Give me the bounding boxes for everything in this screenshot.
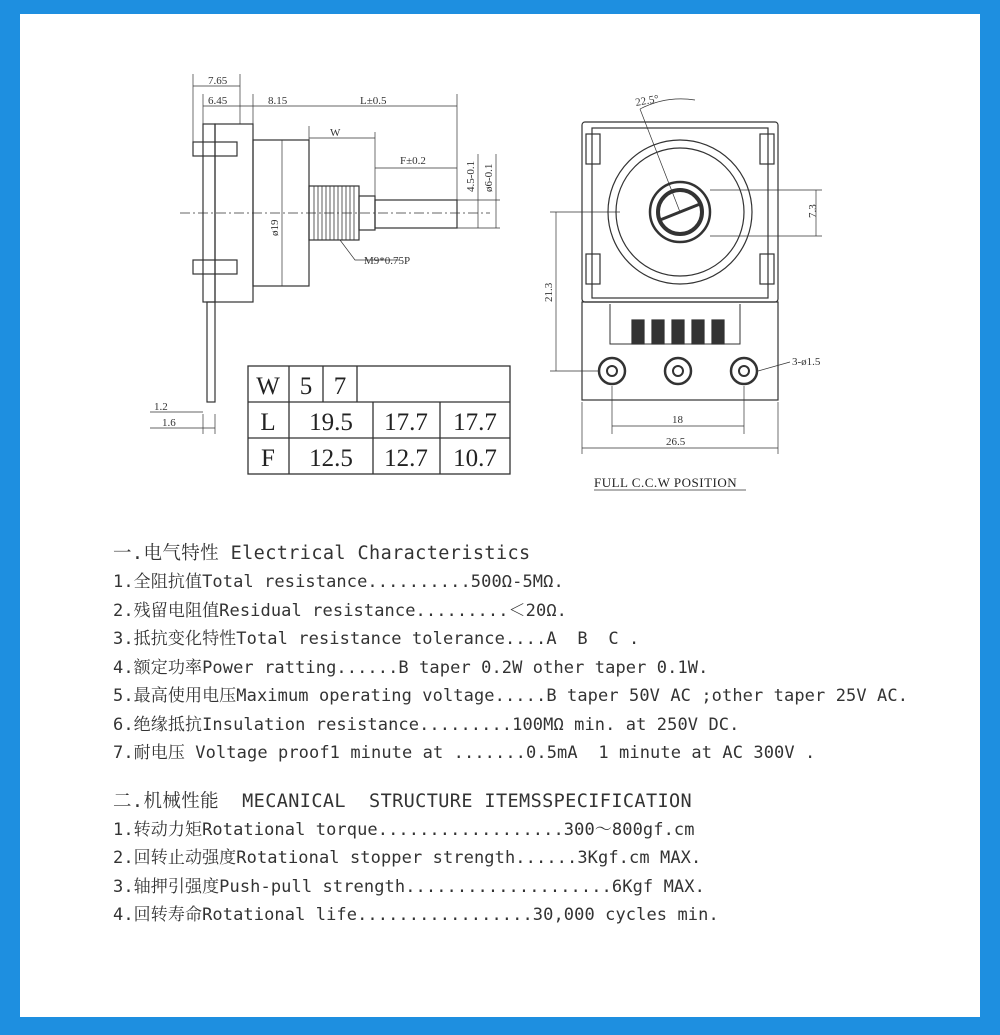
mechanical-item: 3.轴押引强度Push-pull strength....................6Kgf MAX.: [113, 876, 705, 897]
wlf-cell-1-1: 19.5: [309, 409, 353, 436]
dim-12: 1.2: [154, 401, 168, 413]
wlf-cell-0-0: W: [256, 373, 280, 400]
dim-thread: M9*0.75P: [364, 255, 411, 267]
dim-16: 1.6: [162, 417, 176, 429]
wlf-cell-1-0: L: [260, 409, 276, 436]
spec-sheet: [20, 14, 980, 1017]
side-view: [150, 74, 500, 434]
dim-213: 21.3: [543, 282, 555, 302]
electrical-item: 1.全阻抗值Total resistance..........500Ω-5MΩ.: [113, 572, 564, 592]
electrical-item: 7.耐电压 Voltage proof1 minute at .......0.5mA 1 minute at AC 300V .: [113, 743, 816, 763]
dim-73: 7.3: [807, 204, 819, 218]
front-view: [550, 99, 822, 490]
dim-F: F±0.2: [400, 155, 426, 167]
mechanical-item: 2.回转止动强度Rotational stopper strength......3Kgf.cm MAX.: [113, 848, 702, 868]
electrical-item: 6.绝缘抵抗Insulation resistance.........100MΩ min. at 250V DC.: [113, 714, 740, 735]
mechanical-item: 1.转动力矩Rotational torque..................300～800gf.cm: [113, 819, 695, 840]
wlf-cell-2-1: 12.5: [309, 445, 353, 472]
mechanical-item: 4.回转寿命Rotational life.................30,000 cycles min.: [113, 905, 719, 925]
wlf-cell-0-2: 7: [333, 373, 347, 400]
dim-angle: 22.5°: [634, 93, 660, 109]
terminal-holes: [599, 358, 757, 384]
front-view-caption: FULL C.C.W POSITION: [594, 475, 738, 490]
electrical-item: 2.残留电阻值Residual resistance.........＜20Ω.: [113, 600, 567, 621]
electrical-item: 4.额定功率Power ratting......B taper 0.2W other taper 0.1W.: [113, 657, 709, 678]
electrical-section: [113, 540, 908, 768]
dim-265: 26.5: [666, 436, 686, 448]
specifications: [113, 540, 908, 930]
wlf-cell-0-1: 5: [299, 373, 313, 400]
terminal-contacts: [632, 320, 724, 344]
corner-tab-br: [760, 254, 774, 284]
wlf-cell-1-2: 17.7: [384, 409, 428, 436]
dim-holes: 3-ø1.5: [792, 356, 821, 368]
dim-765: 7.65: [208, 75, 228, 87]
corner-tab-tl: [586, 134, 600, 164]
dim-dia19: ø19: [269, 219, 281, 236]
wlf-cell-2-3: 10.7: [453, 445, 497, 472]
technical-drawing: [20, 14, 980, 514]
mechanical-heading: 二.机械性能 MECANICAL STRUCTURE ITEMSSPECIFICATION: [113, 790, 693, 812]
electrical-heading: 一.电气特性 Electrical Characteristics: [113, 543, 531, 564]
shaft: [375, 200, 457, 228]
corner-tab-tr: [760, 134, 774, 164]
wlf-cell-2-2: 12.7: [384, 445, 428, 472]
dim-45: 4.5-0.1: [465, 160, 477, 192]
dim-815: 8.15: [268, 95, 288, 107]
dim-645: 6.45: [208, 95, 228, 107]
terminal-pin: [207, 302, 215, 402]
wlf-cell-2-0: F: [261, 445, 275, 472]
dim-18: 18: [672, 414, 683, 426]
terminal-base: [582, 302, 778, 400]
mechanical-section: [113, 788, 908, 930]
wlf-cell-1-3: 17.7: [453, 409, 497, 436]
electrical-item: 5.最高使用电压Maximum operating voltage.....B taper 50V AC ;other taper 25V AC.: [113, 686, 909, 706]
electrical-item: 3.抵抗变化特性Total resistance tolerance....A B C .: [113, 629, 640, 649]
dim-L: L±0.5: [360, 95, 387, 107]
dim-W: W: [330, 127, 341, 139]
corner-tab-bl: [586, 254, 600, 284]
dim-6: ø6-0.1: [483, 163, 495, 192]
